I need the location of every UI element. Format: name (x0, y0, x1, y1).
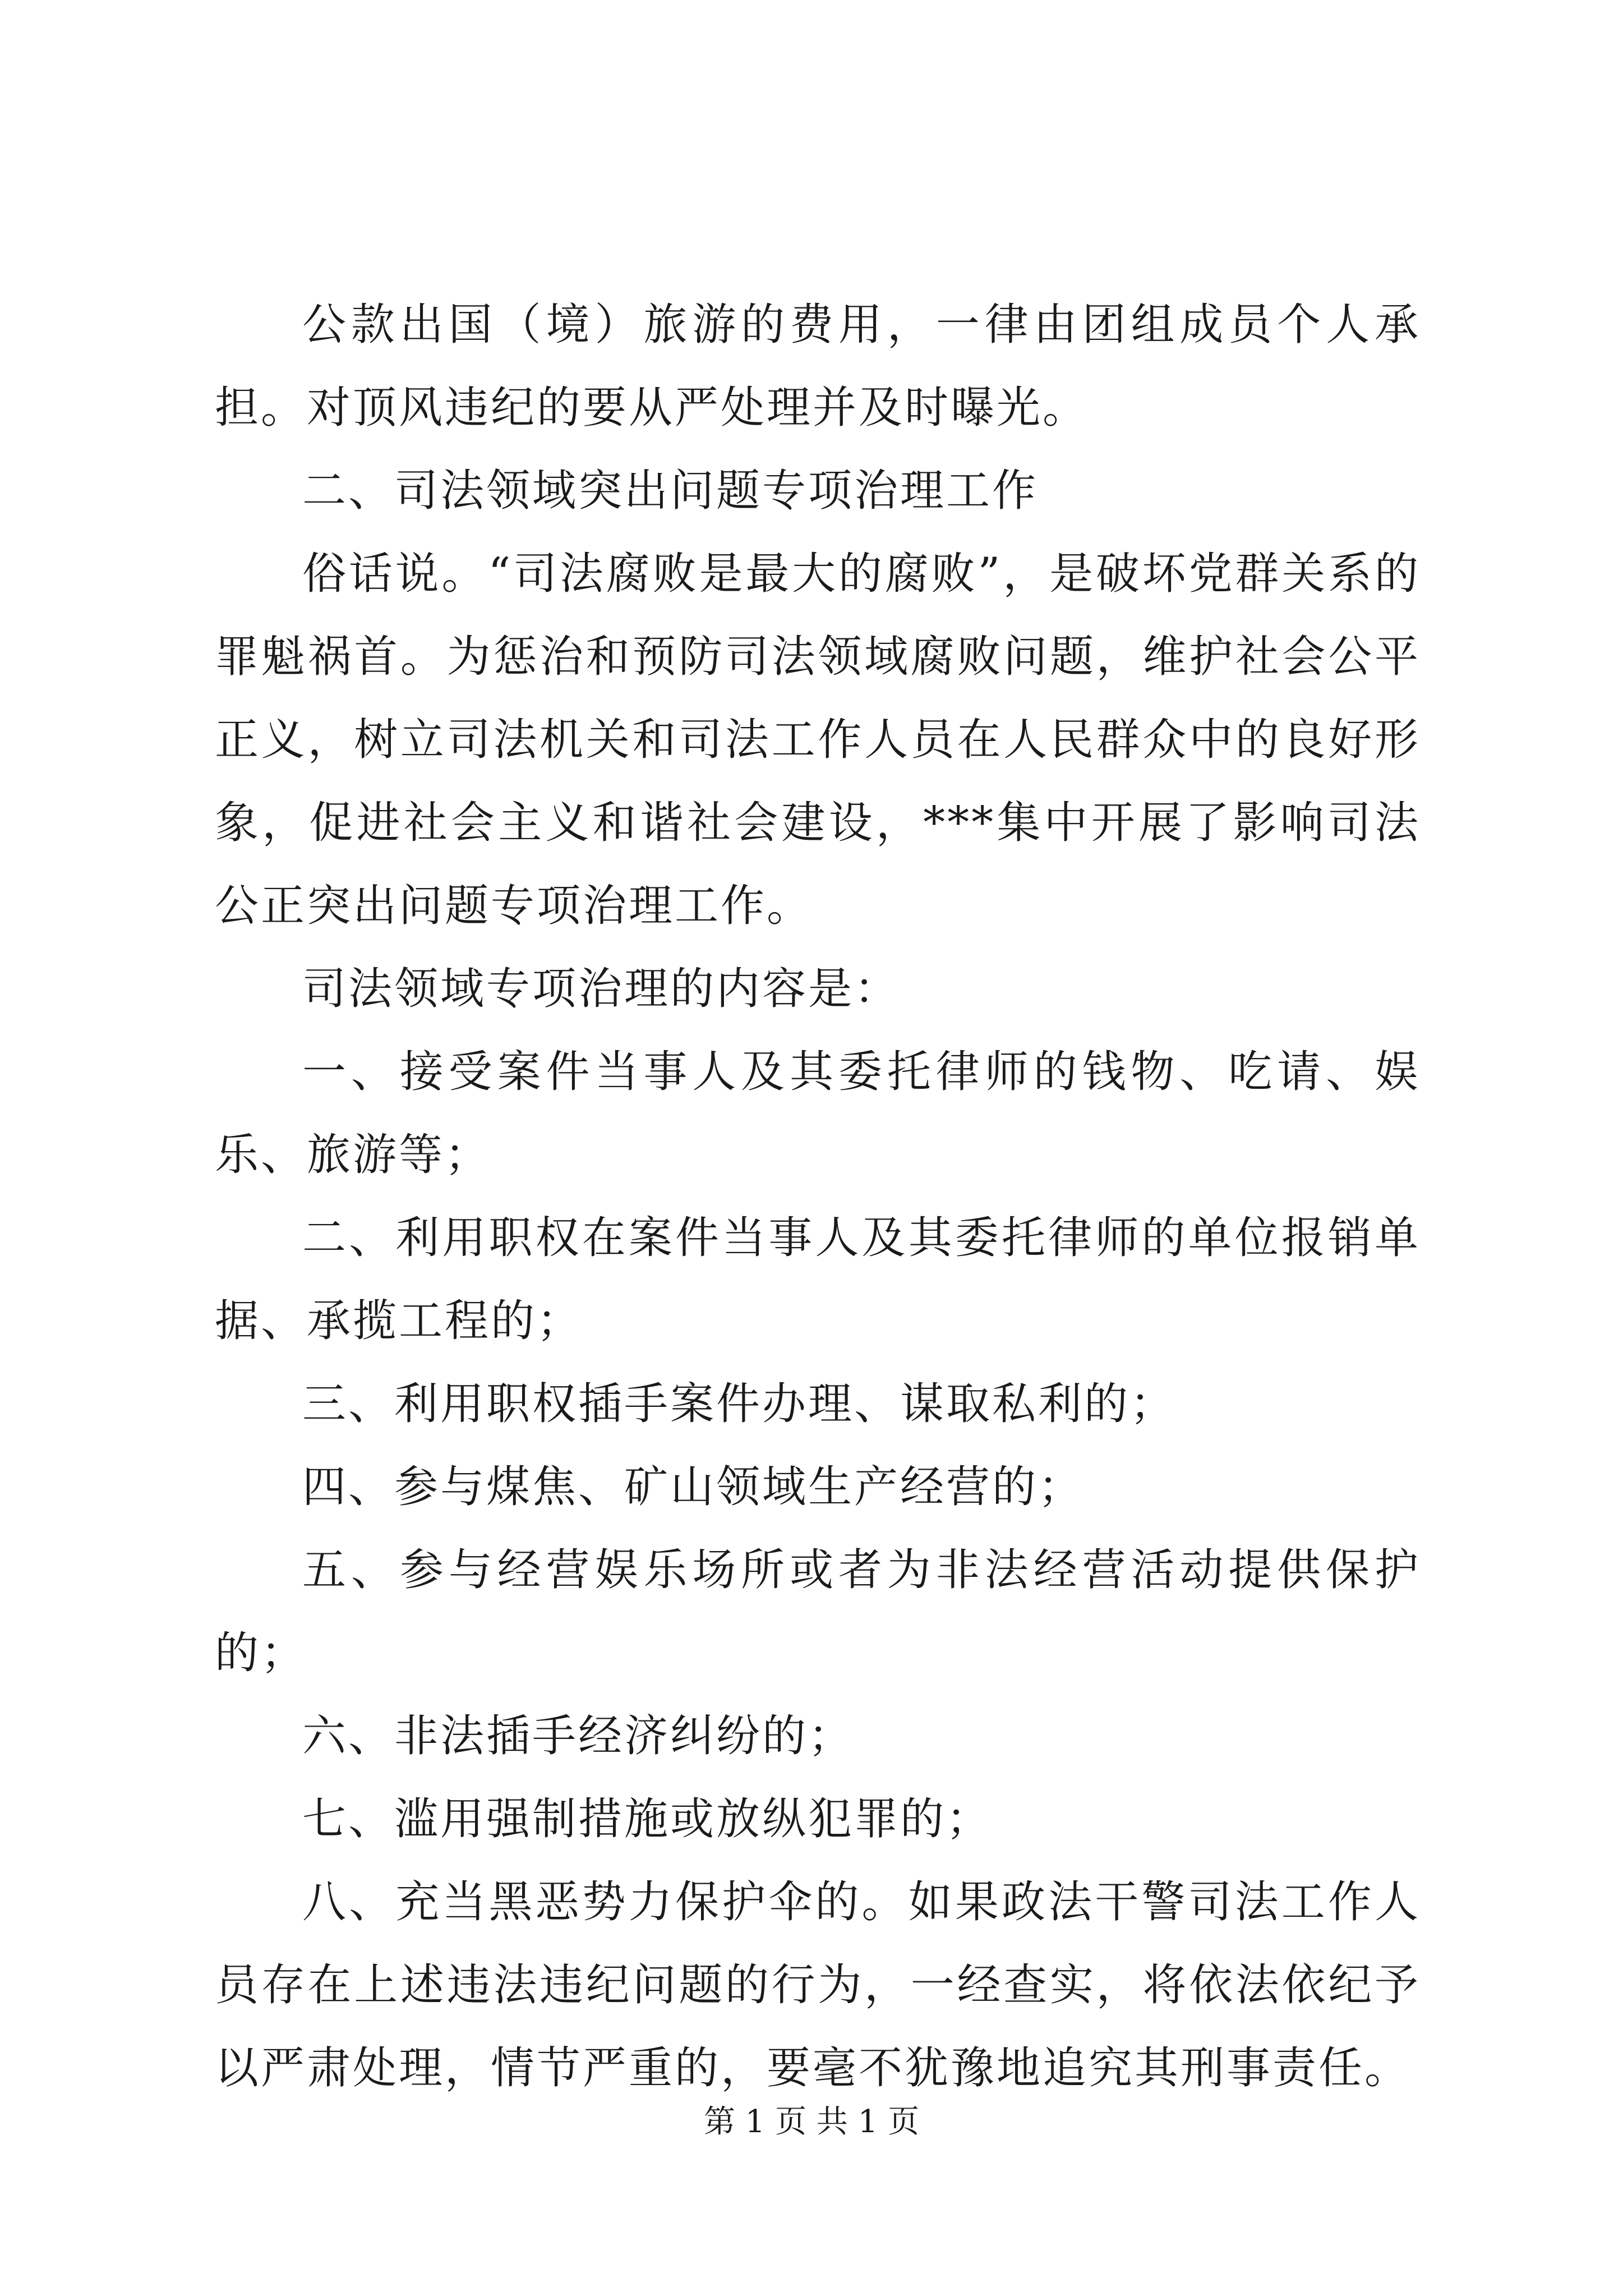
list-item-2: 二、利用职权在案件当事人及其委托律师的单位报销单据、承揽工程的； (215, 1213, 1421, 1346)
list-item-7: 七、滥用强制措施或放纵犯罪的； (302, 1794, 993, 1844)
list-item-6: 六、非法插手经济纠纷的； (302, 1711, 855, 1761)
paragraph-2: 俗话说。“司法腐败是最大的腐败”，是破坏党群关系的罪魁祸首。为惩治和预防司法领域腐败问题，维护社会公平正义，树立司法机关和司法工作人员在人民群众中的良好形象，促进社会主义和谐社会建设，***集中开展了影响司法公正突出问题专项治理工作。 (215, 549, 1421, 931)
list-item-5: 五、参与经营娱乐场所或者为非法经营活动提供保护的； (215, 1545, 1421, 1678)
list-item-8: 八、充当黑恶势力保护伞的。如果政法干警司法工作人员存在上述违法违纪问题的行为，一经查实，将依法依纪予以严肃处理，情节严重的，要毫不犹豫地追究其刑事责任。 (215, 1877, 1421, 2093)
list-item-4: 四、参与煤焦、矿山领域生产经营的； (302, 1462, 1085, 1512)
list-intro: 司法领域专项治理的内容是： (302, 964, 901, 1014)
list-item-1: 一、接受案件当事人及其委托律师的钱物、吃请、娱乐、旅游等； (215, 1047, 1421, 1180)
paragraph-1: 公款出国（境）旅游的费用，一律由团组成员个人承担。对顶风违纪的要从严处理并及时曝光。 (215, 300, 1421, 433)
document-body (215, 283, 1421, 2110)
page-footer: 第 1 页 共 1 页 (703, 2104, 920, 2140)
section-heading: 二、司法领域突出问题专项治理工作 (302, 466, 1039, 516)
list-item-3: 三、利用职权插手案件办理、谋取私利的； (302, 1379, 1177, 1429)
